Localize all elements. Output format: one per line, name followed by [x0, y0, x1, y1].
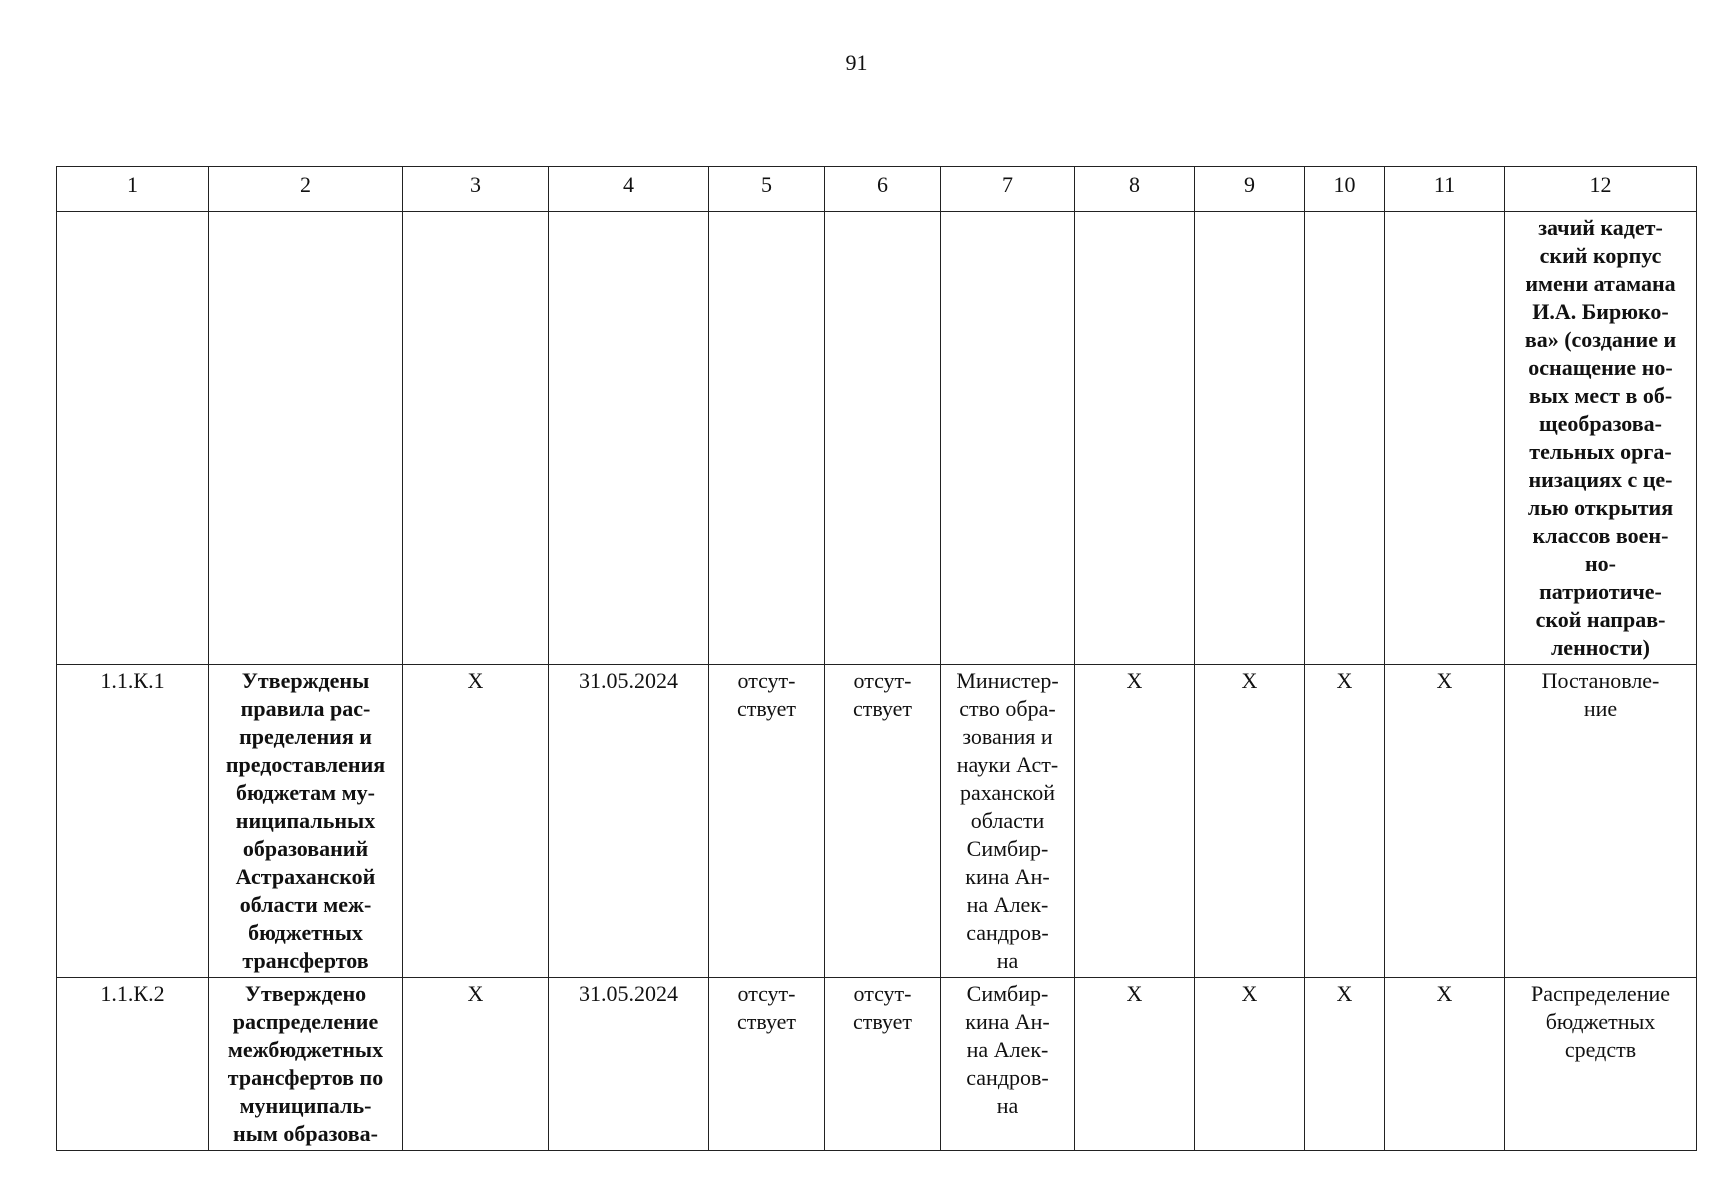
table-cell-result: Распределение бюджетных средств — [1505, 978, 1697, 1151]
table-row — [57, 665, 1697, 978]
header-cell-12: 12 — [1505, 167, 1697, 212]
table-row-continuation — [57, 212, 1697, 665]
header-cell-11: 11 — [1385, 167, 1505, 212]
table-cell-col3: X — [403, 978, 549, 1151]
table-cell-col10: X — [1305, 665, 1385, 978]
table-cell-empty — [403, 212, 549, 665]
table-cell-empty — [1305, 212, 1385, 665]
header-cell-10: 10 — [1305, 167, 1385, 212]
header-cell-6: 6 — [825, 167, 941, 212]
table-cell-col8: X — [1075, 665, 1195, 978]
table-cell-col8: X — [1075, 978, 1195, 1151]
table-cell-empty — [825, 212, 941, 665]
table-cell-col6: отсут- ствует — [825, 978, 941, 1151]
table-cell-date: 31.05.2024 — [549, 978, 709, 1151]
header-cell-1: 1 — [57, 167, 209, 212]
table-cell-col5: отсут- ствует — [709, 665, 825, 978]
table-cell-col10: X — [1305, 978, 1385, 1151]
table-row — [57, 978, 1697, 1151]
table-cell-col9: X — [1195, 665, 1305, 978]
table-cell-code: 1.1.К.1 — [57, 665, 209, 978]
document-table — [56, 166, 1697, 1151]
table-cell-empty — [1075, 212, 1195, 665]
table-cell-event: Утверждены правила рас- пределения и предоставления бюджетам му- ниципальных образований Астраханской области меж- бюджетных трансфертов — [209, 665, 403, 978]
table-cell-result: Постановле- ние — [1505, 665, 1697, 978]
table-cell-date: 31.05.2024 — [549, 665, 709, 978]
table-cell-col11: X — [1385, 978, 1505, 1151]
header-row — [57, 167, 1697, 212]
table-cell-result-continued: зачий кадет- ский корпус имени атамана И.А. Бирюко- ва» (создание и оснащение но- вых мест в об- щеобразова- тельных орга- низациях с це- лью открытия классов воен- но- патриотиче- ской направ- ленности) — [1505, 212, 1697, 665]
table-cell-empty — [57, 212, 209, 665]
header-cell-5: 5 — [709, 167, 825, 212]
table-cell-col5: отсут- ствует — [709, 978, 825, 1151]
header-cell-7: 7 — [941, 167, 1075, 212]
table-cell-empty — [209, 212, 403, 665]
table-cell-col6: отсут- ствует — [825, 665, 941, 978]
table-cell-col3: X — [403, 665, 549, 978]
table-cell-empty — [1195, 212, 1305, 665]
table-cell-empty — [941, 212, 1075, 665]
table-cell-responsible: Министер- ство обра- зования и науки Аст- раханской области Симбир- кина Ан- на Алек- сандров- на — [941, 665, 1075, 978]
header-cell-2: 2 — [209, 167, 403, 212]
table-cell-empty — [709, 212, 825, 665]
header-cell-4: 4 — [549, 167, 709, 212]
table-cell-responsible: Симбир- кина Ан- на Алек- сандров- на — [941, 978, 1075, 1151]
table-cell-col11: X — [1385, 665, 1505, 978]
table-cell-col9: X — [1195, 978, 1305, 1151]
header-cell-9: 9 — [1195, 167, 1305, 212]
table-cell-event: Утверждено распределение межбюджетных трансфертов по муниципаль- ным образова- — [209, 978, 403, 1151]
header-cell-3: 3 — [403, 167, 549, 212]
table-cell-empty — [549, 212, 709, 665]
page-number: 91 — [845, 50, 868, 75]
table-cell-empty — [1385, 212, 1505, 665]
table-cell-code: 1.1.К.2 — [57, 978, 209, 1151]
header-cell-8: 8 — [1075, 167, 1195, 212]
